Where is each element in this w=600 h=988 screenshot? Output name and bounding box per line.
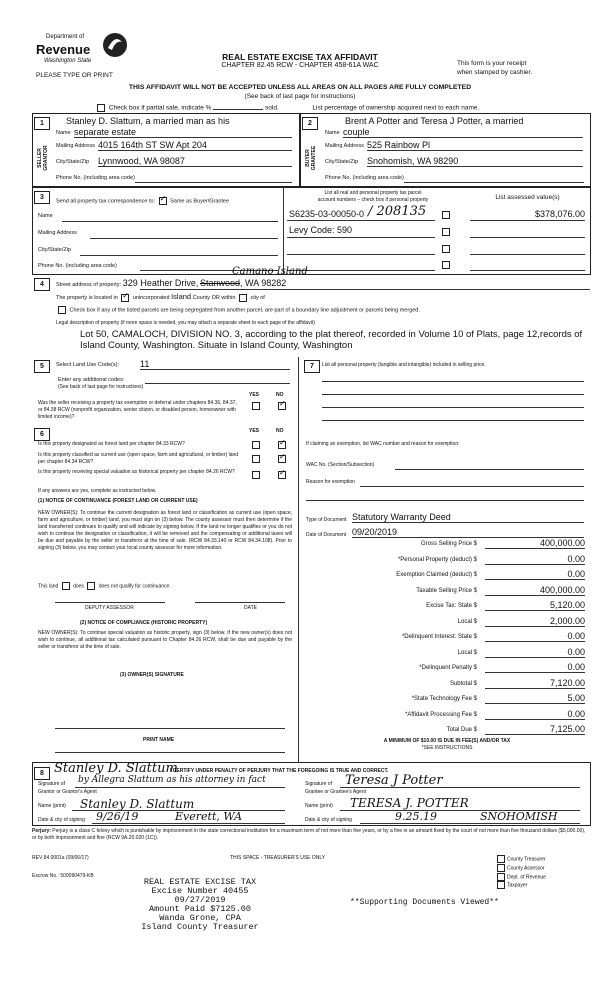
personal-property-label: List all personal property (tangible and intangible) included in selling price. — [322, 362, 486, 368]
doc-type-label: Type of Document — [306, 517, 347, 523]
calc-label: *Affidavit Processing Fee $ — [405, 711, 477, 718]
doc-date-label: Date of Document — [306, 532, 347, 538]
buyer-name-value[interactable]: couple — [343, 127, 583, 138]
street-address-label: Street address of property: — [56, 282, 122, 288]
calc-row — [305, 724, 589, 738]
print-name-label: PRINT NAME — [143, 737, 175, 743]
legal-description[interactable]: Lot 50, CAMALOCH, DIVISION NO. 3, according to the plat thereof, recorded in Volume 10 of Plats, page 12,records of Island County, Washington. Situate in Island County, Washington — [80, 329, 583, 351]
perjury-statement — [32, 828, 589, 842]
street-state-zip: , WA 98282 — [240, 278, 287, 288]
same-as-buyer-checkbox[interactable] — [159, 197, 167, 205]
segregated-checkbox[interactable] — [58, 306, 66, 314]
grantee-print-name[interactable]: TERESA J. POTTER — [350, 796, 469, 810]
continuance-text: NEW OWNER(S): To continue the current designation as forest land or classification as current use (open space, farm and agriculture, or timber) land, you must sign on (3) below. The county assessor must then determine if the land transferred continues to qualify and will indicate by signing below. If the land no longer qualifies or you do not wish to continue the designation or classification, it will be removed and the compensating or additional taxes will be due and payable by the seller or transferor at the time of sale. (RCW 84.33.140 or RCW 84.34.108). Prior to signing (3) below, you may contact your local county assessor for more information. — [38, 510, 292, 551]
calc-row — [305, 662, 589, 676]
parcel-head-1: List all real and personal property tax parcel — [324, 190, 422, 196]
calc-amount[interactable]: 5,120.00 — [485, 600, 585, 611]
send-correspondence-row — [56, 197, 229, 205]
calc-row — [305, 554, 589, 568]
see-instructions: *SEE INSTRUCTIONS — [421, 745, 473, 751]
city-of-checkbox[interactable] — [239, 294, 247, 302]
calc-label: *State Technology Fee $ — [411, 696, 477, 702]
calc-amount[interactable]: 0.00 — [485, 709, 585, 720]
historic-head: (2) NOTICE OF COMPLIANCE (HISTORIC PROPERTY) — [80, 620, 208, 626]
please-type: PLEASE TYPE OR PRINT — [36, 72, 113, 79]
parcel-2-personal-checkbox[interactable] — [442, 228, 450, 236]
wac-label: WAC No. (Section/Subsection) — [306, 462, 375, 468]
buyer-side-label: BUYER GRANTEE — [305, 145, 317, 171]
buyer-phone-label: Phone No. (including area code) — [325, 175, 404, 181]
calc-amount[interactable]: 5.00 — [485, 693, 585, 704]
grantee-date-city-label: Date & city of signing — [305, 817, 352, 823]
supporting-docs: **Supporting Documents Viewed** — [350, 898, 499, 907]
segregated-label: Check box if any of the listed parcels are being segregated from another parcel, are part of a boundary line adjustment or parcels being merged. — [69, 307, 420, 314]
s3-mailing-label: Mailing Address — [38, 230, 77, 236]
grantor-city[interactable]: Everett, WA — [175, 810, 243, 823]
grantor-name-print-label: Name (print) — [38, 803, 66, 809]
calc-row — [305, 600, 589, 614]
calc-row — [305, 647, 589, 661]
footer-checkbox-row — [495, 881, 546, 890]
footer-checkbox-row — [495, 855, 546, 864]
grantor-signature-2: by Allegra Slattum as his attorney in fact — [78, 775, 266, 785]
stamp-line: REAL ESTATE EXCISE TAX — [143, 877, 257, 887]
s5-no-head: NO — [276, 392, 284, 398]
struck-city: Stanwood — [200, 278, 241, 288]
seller-name-value[interactable]: separate estate — [74, 127, 292, 138]
section-7-number: 7 — [304, 360, 320, 373]
footer-checkbox-label: County Treasurer — [507, 856, 546, 863]
additional-codes-label: Enter any additional codes: — [58, 377, 125, 383]
parcel-3-personal-checkbox[interactable] — [442, 245, 450, 253]
buyer-name-label: Name — [325, 130, 340, 136]
reason-label: Reason for exemption — [306, 479, 355, 485]
s6-q2-yes[interactable] — [252, 455, 260, 463]
calc-amount[interactable]: 400,000.00 — [485, 585, 585, 596]
treasurer-only: THIS SPACE - TREASURER'S USE ONLY — [230, 855, 326, 861]
footer-checkbox[interactable] — [497, 855, 505, 863]
additional-codes-sub: (See back of last page for instructions) — [58, 384, 144, 390]
s3-phone-label: Phone No. (including area code) — [38, 263, 117, 269]
handwritten-city: Camano Island — [232, 266, 308, 277]
footer-checkbox-label: Dept. of Revenue — [507, 873, 546, 880]
footer-checkbox-row — [495, 864, 546, 873]
doc-date-value[interactable]: 09/20/2019 — [352, 527, 584, 538]
stamp-line: Excise Number 40455 — [151, 886, 249, 896]
treasurer-stamp — [130, 878, 270, 932]
calc-amount[interactable]: 400,000.00 — [485, 538, 585, 549]
doc-type-value[interactable]: Statutory Warranty Deed — [352, 512, 584, 523]
calc-label: *Delinquent Penalty $ — [419, 665, 477, 671]
min-fee-note: A MINIMUM OF $10.00 IS DUE IN FEE(S) AND/OR TAX — [383, 738, 511, 744]
sold-label: sold. — [265, 104, 279, 112]
s6-q2-no[interactable] — [278, 455, 286, 463]
s6-if-yes: If any answers are yes, complete as instructed below. — [38, 488, 157, 494]
city-of-label: city of — [250, 295, 265, 301]
calc-row — [305, 538, 589, 552]
grantee-agent-label: Grantee or Grantee's Agent — [305, 789, 366, 795]
s5-yes-checkbox[interactable] — [252, 402, 260, 410]
partial-sale-row — [95, 104, 479, 112]
grantor-date-city-label: Date & city of signing — [38, 817, 85, 823]
revenue-swirl-icon — [102, 32, 128, 58]
logo-dept-line2: Revenue — [36, 42, 91, 57]
parcel-4-personal-checkbox[interactable] — [442, 261, 450, 269]
calc-row — [305, 569, 589, 583]
this-land-label: This land — [38, 583, 59, 590]
s6-q1: Is this property designated as forest land per chapter 84.33 RCW? — [38, 441, 185, 447]
grantor-sig-label: Signature of — [38, 781, 65, 787]
buyer-name-line1: Brent A Potter and Teresa J Potter, a married — [345, 116, 524, 126]
parcel-head-2: account numbers – check box if personal property — [317, 197, 429, 203]
calc-label: Local $ — [457, 618, 477, 625]
levy-code: Levy Code: 590 — [289, 225, 353, 235]
footer-checkbox[interactable] — [497, 873, 505, 881]
escrow-number: Escrow No.: 500090479-KB — [32, 873, 94, 879]
continuance-head: (1) NOTICE OF CONTINUANCE (FOREST LAND OR CURRENT USE) — [38, 498, 198, 504]
s6-q1-no[interactable] — [278, 441, 286, 449]
seller-phone-label: Phone No. (including area code) — [56, 175, 135, 181]
historic-text: NEW OWNER(S): To continue special valuation as historic property, sign (3) below. If the new owner(s) does not wish to continue, all additional tax calculated pursuant to Chapter 84.26 RCW, shall be due and payable by the seller or transferor at the time of sale. — [38, 630, 292, 650]
footer-checkboxes — [495, 855, 546, 890]
section-5-number: 5 — [34, 360, 50, 373]
grantee-city[interactable]: SNOHOMISH — [480, 810, 558, 823]
county-value: Island — [171, 292, 192, 301]
unincorporated-checkbox[interactable] — [121, 294, 129, 302]
stamp-line: 09/27/2019 — [174, 895, 226, 905]
calc-label: *Delinquent Interest: State $ — [401, 634, 477, 640]
logo-dept-line1: Department of — [46, 34, 85, 40]
calc-amount[interactable]: 7,125.00 — [485, 724, 585, 735]
calc-amount[interactable]: 0.00 — [485, 554, 585, 565]
calc-amount[interactable]: 0.00 — [485, 647, 585, 658]
grantor-date[interactable]: 9/26/19 — [96, 810, 139, 823]
form-title: REAL ESTATE EXCISE TAX AFFIDAVIT — [222, 52, 378, 62]
dor-logo — [36, 30, 131, 72]
legal-label: Legal description of property (if more space is needed, you may attach a separate sheet to each page of the affidavit) — [56, 320, 315, 326]
section-8-number: 8 — [34, 767, 50, 780]
s6-q3-yes[interactable] — [252, 471, 260, 479]
footer-checkbox-label: County Assessor — [507, 865, 545, 872]
street-address-value[interactable]: 329 Heather Drive, — [122, 278, 199, 288]
assessed-value[interactable]: $378,076.00 — [534, 209, 585, 219]
warning-sub: (See back of last page for instructions) — [244, 93, 356, 100]
footer-checkbox-row — [495, 873, 546, 882]
receipt-note-2: when stamped by cashier. — [457, 69, 533, 76]
calc-amount[interactable]: 7,120.00 — [485, 678, 585, 689]
calc-label: *Personal Property (deduct) $ — [397, 556, 477, 563]
grantor-agent-label: Grantor or Grantor's Agent — [38, 789, 97, 795]
calc-row — [305, 709, 589, 723]
list-pct-label: List percentage of ownership acquired next to each name. — [312, 104, 480, 112]
grantee-signature[interactable]: Teresa J Potter — [345, 773, 443, 788]
stamp-line: Island County Treasurer — [141, 922, 259, 932]
segregated-row — [56, 306, 420, 314]
parcel-handwritten: / 208135 — [368, 204, 427, 219]
buyer-mailing-value[interactable]: 525 Rainbow Pl — [367, 140, 583, 151]
perjury-bold: Perjury: — [32, 828, 51, 834]
land-use-label: Select Land Use Code(s): — [56, 362, 119, 368]
section-4-number: 4 — [34, 278, 50, 291]
certify-text: I CERTIFY UNDER PENALTY OF PERJURY THAT THE FOREGOING IS TRUE AND CORRECT. — [170, 768, 389, 774]
s5-question: Was the seller receiving a property tax exemption or deferral under chapters 84.36, 84.37, or 84.38 RCW (nonprofit organization, senior citizen, or disabled person, homeowner with limited income)? — [38, 400, 237, 420]
owner-signature-label: (3) OWNER(S) SIGNATURE — [120, 672, 184, 678]
partial-sale-label: Check box if partial sale, indicate % — [108, 104, 212, 112]
grantee-date[interactable]: 9.25.19 — [395, 810, 437, 823]
buyer-mailing-label: Mailing Address — [325, 143, 364, 149]
deputy-assessor-label: DEPUTY ASSESSOR — [85, 605, 134, 611]
calc-amount[interactable]: 0.00 — [485, 569, 585, 580]
seller-name-label: Name — [56, 130, 71, 136]
calc-label: Excise Tax: State $ — [426, 603, 477, 609]
logo-dept-line3: Washington State — [44, 58, 92, 64]
seller-city-value[interactable]: Lynnwood, WA 98087 — [98, 156, 292, 167]
buyer-city-label: City/State/Zip — [325, 159, 359, 165]
parcel-1-personal-checkbox[interactable] — [442, 211, 450, 219]
located-row — [56, 292, 265, 302]
s5-yes-head: YES — [249, 392, 260, 398]
send-correspondence-label: Send all property tax correspondence to: — [56, 198, 156, 205]
does-not-checkbox[interactable] — [87, 582, 95, 590]
calc-row — [305, 678, 589, 692]
warning-text: THIS AFFIDAVIT WILL NOT BE ACCEPTED UNLESS ALL AREAS ON ALL PAGES ARE FULLY COMPLETED — [128, 84, 472, 91]
calc-label: Taxable Selling Price $ — [416, 587, 477, 594]
footer-checkbox[interactable] — [497, 881, 505, 889]
calc-label: Total Due $ — [446, 727, 477, 733]
footer-checkbox-label: Taxpayer — [507, 882, 528, 889]
assessed-head: List assessed value(s) — [495, 194, 560, 201]
perjury-text: Perjury is a class C felony which is punishable by imprisonment in the state correctional institution for a maximum term of not more than five years, or by a fine in an amount fixed by the court of not more than five thousand dollars ($5,000.00), or by both imprisonment and fine (RCW 9A.20.020 (1C)). — [32, 828, 586, 841]
calc-amount[interactable]: 0.00 — [485, 662, 585, 673]
seller-name-line1: Stanley D. Slattum, a married man as his — [66, 116, 230, 126]
grantee-name-print-label: Name (print) — [305, 803, 333, 809]
section-3-number: 3 — [34, 191, 50, 204]
calc-label: Local $ — [457, 649, 477, 656]
receipt-note-1: This form is your receipt — [457, 60, 527, 67]
grantor-signature[interactable]: Stanley D. Slattum — [54, 761, 178, 776]
grantor-print-name[interactable]: Stanley D. Slattum — [80, 797, 195, 811]
same-as-buyer-label: Same as Buyer/Grantee — [170, 198, 230, 205]
partial-sale-checkbox[interactable] — [97, 104, 105, 112]
s6-q3-no[interactable] — [278, 471, 286, 479]
seller-side-label: SELLER GRANTOR — [37, 145, 49, 171]
calc-amount[interactable]: 2,000.00 — [485, 616, 585, 627]
buyer-city-value[interactable]: Snohomish, WA 98290 — [367, 156, 583, 167]
exemption-label: If claiming an exemption, list WAC number and reason for exemption: — [306, 441, 460, 447]
s6-q3: Is this property receiving special valuation as historical property per chapter 84.26 RCW? — [38, 469, 235, 475]
does-label: does — [73, 583, 84, 590]
section-6-number: 6 — [34, 428, 50, 441]
s6-yes-head: YES — [249, 428, 260, 434]
section-1-number: 1 — [34, 117, 50, 130]
does-not-label: does not qualify for continuance. — [98, 583, 171, 590]
seller-mailing-value[interactable]: 4015 164th ST SW Apt 204 — [98, 140, 292, 151]
s6-q2: Is this property classified as current use (open space, farm and agricultural, or timber) land per chapter 84.34 RCW? — [38, 452, 239, 465]
located-label: The property is located in — [56, 295, 118, 301]
stamp-line: Amount Paid $7125.00 — [148, 904, 252, 914]
qualify-row — [38, 582, 171, 590]
stamp-line: Wanda Grone, CPA — [159, 913, 241, 923]
calc-row — [305, 631, 589, 645]
seller-mailing-label: Mailing Address — [56, 143, 95, 149]
s3-name-label: Name — [38, 213, 53, 219]
s6-q1-yes[interactable] — [252, 441, 260, 449]
rev-number: REV 84 0001a (09/06/17) — [32, 855, 89, 861]
calc-row — [305, 585, 589, 599]
calc-label: Gross Selling Price $ — [420, 541, 477, 547]
street-address-row — [56, 278, 286, 288]
land-use-value[interactable]: 11 — [140, 359, 290, 370]
calc-row — [305, 693, 589, 707]
calc-amount[interactable]: 0.00 — [485, 631, 585, 642]
s3-city-label: City/State/Zip — [38, 247, 72, 253]
calc-label: Exemption Claimed (deduct) $ — [396, 572, 477, 578]
parcel-number[interactable]: S6235-03-00050-0 — [289, 209, 365, 219]
calc-row — [305, 616, 589, 630]
calc-label: Subtotal $ — [449, 680, 477, 687]
grantee-sig-label: Signature of — [305, 781, 332, 787]
footer-checkbox[interactable] — [497, 864, 505, 872]
does-checkbox[interactable] — [62, 582, 70, 590]
section-2-number: 2 — [302, 117, 318, 130]
deputy-date-label: DATE — [244, 605, 257, 611]
s6-no-head: NO — [276, 428, 284, 434]
county-or-within-label: County OR within — [192, 295, 236, 301]
seller-city-label: City/State/Zip — [56, 159, 90, 165]
s5-no-checkbox[interactable] — [278, 402, 286, 410]
form-subtitle: CHAPTER 82.45 RCW - CHAPTER 458-61A WAC — [221, 62, 379, 69]
unincorporated-label: unincorporated — [132, 295, 170, 301]
